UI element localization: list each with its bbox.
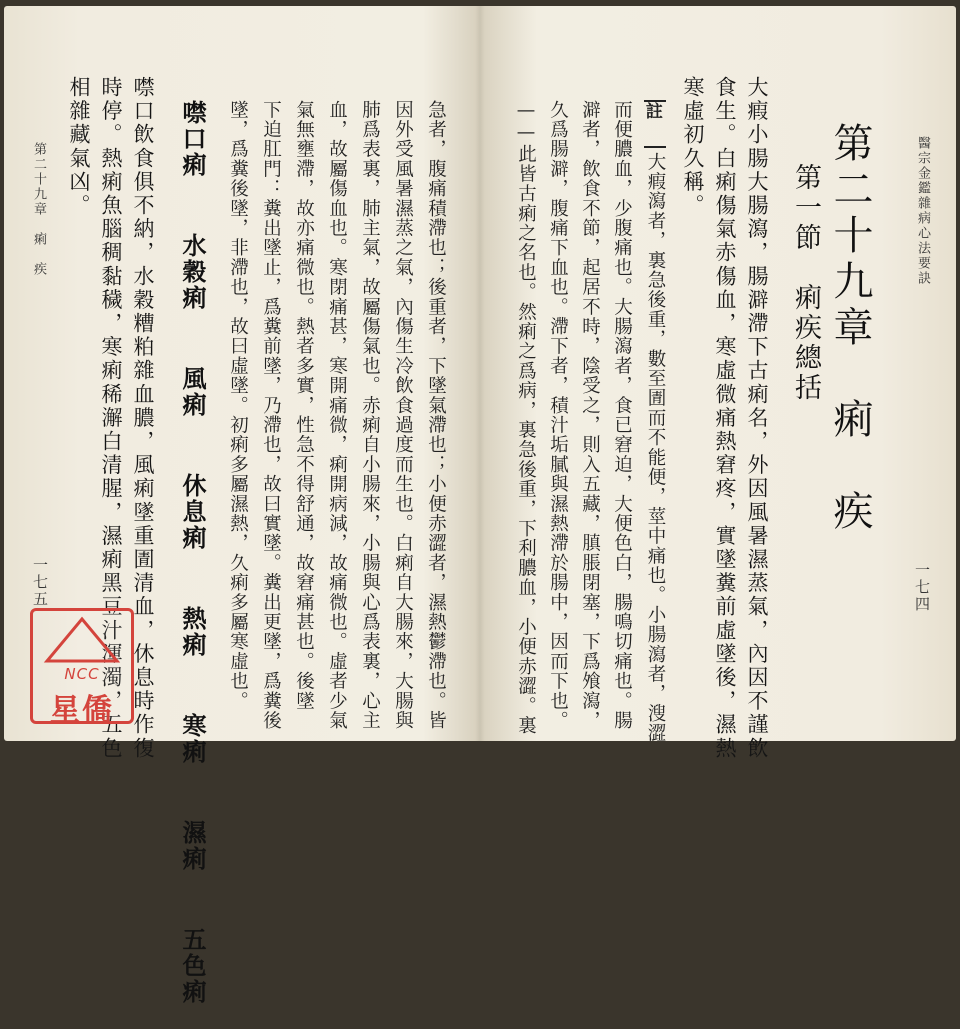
- list-item: 五色痢: [178, 927, 207, 1005]
- note-block-first-line: [644, 100, 666, 743]
- left-text-line: 墜，爲糞後墜，非滯也，故曰虛墜。初痢多屬濕熱，久痢多屬寒虛也。: [227, 100, 249, 711]
- left-verse-line: 相雜藏氣凶。: [67, 76, 91, 218]
- right-verse-line: 大瘕小腸大腸瀉，腸澼滯下古痢名，外因風暑濕蒸氣，內因不謹飲: [745, 76, 769, 761]
- left-text-line: 肺爲表裏，肺主氣，故屬傷氣也。赤痢自小腸來，小腸與心爲表裏，心主: [359, 100, 381, 731]
- left-text-line: 急者，腹痛積滯也；後重者，下墜氣滯也；小便赤澀者，濕熱鬱滯也。皆: [425, 100, 447, 731]
- list-item: 水穀痢: [178, 233, 207, 311]
- left-running-head: 第二十九章 痢 疾: [31, 142, 46, 277]
- list-item: 熱痢: [178, 606, 207, 658]
- right-verse-line: 食生。白痢傷氣赤傷血，寒虛微痛熱窘疼，實墜糞前虛墜後，濕熱: [713, 76, 737, 761]
- left-text-line: 因外受風暑濕蒸之氣，內傷生冷飲食過度而生也。白痢自大腸來，大腸與: [392, 100, 414, 731]
- right-running-head: 醫宗金鑑雜病心法要訣: [915, 136, 930, 286]
- right-verse-line: 寒虛初久稱。: [681, 76, 705, 218]
- right-page-number: 一七四: [913, 562, 931, 613]
- list-item: 濕痢: [178, 820, 207, 872]
- note-line: 而便膿血，少腹痛也。大腸瀉者，食已窘迫，大便色白，腸鳴切痛也。腸: [611, 100, 633, 731]
- left-text-line: 氣無壅滯，故亦痛微也。熱者多實，性急不得舒通，故窘痛甚也。後墜: [293, 100, 315, 711]
- book-spread: [4, 6, 956, 1005]
- list-item: 噤口痢: [178, 100, 207, 178]
- list-item: 休息痢: [178, 473, 207, 551]
- note-line: 大瘕瀉者，裏急後重，數至圊而不能便，莖中痛也。小腸瀉者，溲澀: [645, 152, 666, 743]
- list-item: 寒痢: [178, 713, 207, 765]
- section-title: 第一節 痢疾總括: [790, 163, 821, 403]
- left-text-line: 血，故屬傷血也。寒閉痛甚，寒開痛微，痢開病減，故痛微也。虛者少氣: [326, 100, 348, 731]
- left-page-number: 一七五: [31, 557, 49, 608]
- note-line: 澼者，飲食不節，起居不時，陰受之，則入五藏，䐜脹閉塞，下爲飧瀉，: [579, 100, 601, 731]
- dysentery-type-list: [178, 100, 207, 1029]
- left-text-line: 下迫肛門：糞出墜止，爲糞前墜，乃滯也，故曰實墜。糞出更墜，爲糞後: [260, 100, 282, 731]
- chapter-title: 第二十九章 痢 疾: [827, 122, 873, 536]
- note-line: ——此皆古痢之名也。然痢之爲病，裏急後重，下利膿血，小便赤澀。裏: [515, 100, 537, 736]
- note-line: 久爲腸澼，腹痛下血也。滯下者，積汁垢膩與濕熱滯於腸中，因而下也。: [547, 100, 569, 731]
- watermark-stamp: [30, 608, 134, 728]
- left-verse-line: 噤口飲食俱不納，水穀糟粕雜血膿，風痢墜重圊清血，休息時作復: [131, 76, 155, 761]
- note-tag: 註: [644, 100, 666, 148]
- list-item: 風痢: [178, 366, 207, 418]
- left-verse-line: 時停。熱痢魚腦稠黏穢，寒痢稀澥白清腥，濕痢黑豆汁渾濁，五色: [99, 76, 123, 761]
- stamp-ncc-text: NCC: [64, 665, 100, 683]
- stamp-name-text: 星僑: [50, 693, 114, 728]
